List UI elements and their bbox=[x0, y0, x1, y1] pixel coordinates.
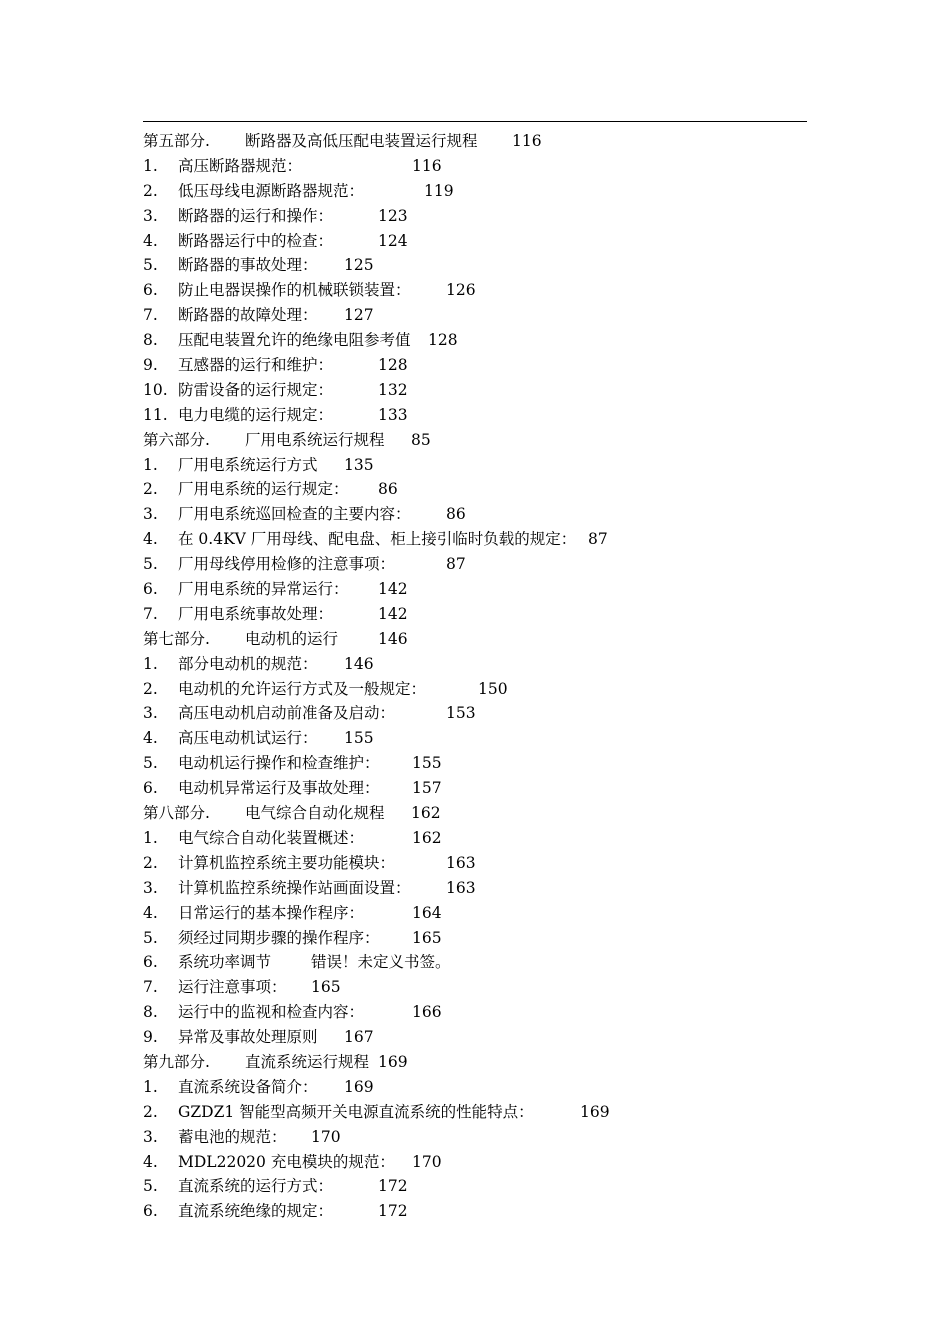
toc-entry[interactable] bbox=[143, 502, 807, 527]
toc-page-number: 155 bbox=[344, 729, 374, 748]
toc-entry[interactable] bbox=[143, 403, 807, 428]
toc-number: 1. bbox=[143, 1077, 158, 1096]
toc-page-number: 135 bbox=[344, 455, 374, 474]
toc-page-number: 155 bbox=[412, 754, 442, 773]
toc-entry[interactable] bbox=[143, 851, 807, 876]
toc-title: GZDZ1 智能型高频开关电源直流系统的性能特点： bbox=[178, 1102, 534, 1121]
toc-number: 7. bbox=[143, 604, 158, 623]
toc-number: 3. bbox=[143, 704, 158, 723]
toc-number: 9. bbox=[143, 1028, 158, 1047]
toc-entry[interactable] bbox=[143, 353, 807, 378]
toc-entry[interactable] bbox=[143, 975, 807, 1000]
toc-page-number: 162 bbox=[411, 804, 441, 823]
toc-number: 4. bbox=[143, 231, 158, 250]
toc-entry[interactable] bbox=[143, 204, 807, 229]
toc-entry[interactable] bbox=[143, 926, 807, 951]
toc-page-number: 153 bbox=[446, 704, 476, 723]
toc-number: 3. bbox=[143, 505, 158, 524]
toc-page-number: 166 bbox=[412, 1003, 442, 1022]
toc-number: 7. bbox=[143, 306, 158, 325]
toc-title: 防止电器误操作的机械联锁装置： bbox=[178, 281, 411, 300]
toc-page-number: 86 bbox=[378, 480, 398, 499]
toc-page-number: 116 bbox=[412, 156, 442, 175]
toc-entry[interactable] bbox=[143, 577, 807, 602]
toc-page-number: 116 bbox=[512, 132, 542, 150]
toc-page-number: 169 bbox=[580, 1102, 610, 1121]
toc-number: 8. bbox=[143, 1003, 158, 1022]
toc-title: 电动机运行操作和检查维护： bbox=[178, 754, 380, 773]
toc-page-number: 172 bbox=[378, 1177, 408, 1196]
toc-entry[interactable] bbox=[143, 751, 807, 776]
toc-entry[interactable] bbox=[143, 602, 807, 627]
toc-page-number: 157 bbox=[412, 779, 442, 798]
toc-number: 2. bbox=[143, 1102, 158, 1121]
toc-entry[interactable] bbox=[143, 328, 807, 353]
toc-title: 厂用母线停用检修的注意事项： bbox=[178, 555, 396, 574]
toc-page-number: 164 bbox=[412, 903, 442, 922]
toc-title: 厂用电系统巡回检查的主要内容： bbox=[178, 505, 411, 524]
toc-entry[interactable] bbox=[143, 1075, 807, 1100]
toc-title: 计算机监控系统主要功能模块： bbox=[178, 853, 396, 872]
toc-title: 异常及事故处理原则 bbox=[178, 1028, 318, 1047]
toc-title: 厂用电系统运行规程 bbox=[245, 430, 385, 449]
table-of-contents bbox=[143, 129, 807, 1224]
toc-title: 电动机的运行 bbox=[245, 629, 339, 648]
toc-number: 5. bbox=[143, 1177, 158, 1196]
toc-title: 断路器的事故处理： bbox=[178, 256, 318, 275]
toc-entry[interactable] bbox=[143, 1150, 807, 1175]
toc-number: 1. bbox=[143, 828, 158, 847]
toc-number: 3. bbox=[143, 1127, 158, 1146]
toc-page-number: 128 bbox=[428, 331, 458, 350]
toc-page-number: 170 bbox=[412, 1152, 442, 1171]
toc-entry[interactable] bbox=[143, 303, 807, 328]
toc-page-number: 错误！未定义书签。 bbox=[311, 953, 451, 972]
toc-number: 4. bbox=[143, 729, 158, 748]
toc-number: 2. bbox=[143, 679, 158, 698]
header-rule bbox=[143, 121, 807, 122]
toc-page-number: 142 bbox=[378, 580, 408, 599]
toc-section[interactable] bbox=[143, 627, 807, 652]
toc-title: 互感器的运行和维护： bbox=[178, 356, 334, 375]
toc-number: 5. bbox=[143, 555, 158, 574]
toc-page-number: 146 bbox=[378, 629, 408, 648]
toc-page-number: 132 bbox=[378, 380, 408, 399]
toc-title: 厂用电系统运行方式 bbox=[178, 455, 318, 474]
toc-entry[interactable] bbox=[143, 229, 807, 254]
toc-page-number: 142 bbox=[378, 604, 408, 623]
toc-section[interactable] bbox=[143, 428, 807, 453]
toc-entry[interactable] bbox=[143, 1199, 807, 1224]
toc-number: 6. bbox=[143, 580, 158, 599]
toc-entry[interactable] bbox=[143, 1025, 807, 1050]
toc-page-number: 128 bbox=[378, 356, 408, 375]
toc-number: 第五部分. bbox=[143, 132, 210, 150]
toc-page-number: 170 bbox=[311, 1127, 341, 1146]
toc-entry[interactable] bbox=[143, 1125, 807, 1150]
toc-number: 2. bbox=[143, 480, 158, 499]
toc-section[interactable] bbox=[143, 801, 807, 826]
toc-entry[interactable] bbox=[143, 154, 807, 179]
toc-title: 厂用电系统的异常运行： bbox=[178, 580, 349, 599]
toc-entry[interactable] bbox=[143, 677, 807, 702]
toc-title: 断路器的运行和操作： bbox=[178, 206, 334, 225]
toc-title: 压配电装置允许的绝缘电阻参考值 bbox=[178, 331, 411, 350]
toc-entry[interactable] bbox=[143, 652, 807, 677]
toc-entry[interactable] bbox=[143, 1000, 807, 1025]
toc-number: 6. bbox=[143, 281, 158, 300]
toc-title: 系统功率调节 bbox=[178, 953, 272, 972]
toc-title: 部分电动机的规范： bbox=[178, 654, 318, 673]
toc-title: 电气综合自动化规程 bbox=[245, 804, 385, 823]
toc-title: 须经过同期步骤的操作程序： bbox=[178, 928, 380, 947]
toc-entry[interactable] bbox=[143, 1100, 807, 1125]
toc-entry[interactable] bbox=[143, 477, 807, 502]
toc-entry[interactable] bbox=[143, 950, 807, 975]
toc-number: 2. bbox=[143, 181, 158, 200]
toc-title: 断路器的故障处理： bbox=[178, 306, 318, 325]
toc-entry[interactable] bbox=[143, 253, 807, 278]
toc-entry[interactable] bbox=[143, 726, 807, 751]
toc-entry[interactable] bbox=[143, 701, 807, 726]
toc-page-number: 127 bbox=[344, 306, 374, 325]
toc-number: 2. bbox=[143, 853, 158, 872]
toc-page-number: 119 bbox=[424, 181, 454, 200]
toc-section[interactable] bbox=[143, 129, 807, 154]
toc-number: 8. bbox=[143, 331, 158, 350]
toc-page-number: 169 bbox=[344, 1077, 374, 1096]
toc-entry[interactable] bbox=[143, 378, 807, 403]
toc-title: 厂用电系统事故处理： bbox=[178, 604, 334, 623]
toc-number: 3. bbox=[143, 206, 158, 225]
toc-entry[interactable] bbox=[143, 876, 807, 901]
toc-page-number: 87 bbox=[588, 530, 608, 549]
toc-title: 低压母线电源断路器规范： bbox=[178, 181, 365, 200]
toc-title: 运行注意事项： bbox=[178, 978, 287, 997]
toc-number: 6. bbox=[143, 953, 158, 972]
toc-entry[interactable] bbox=[143, 527, 807, 552]
toc-number: 1. bbox=[143, 654, 158, 673]
toc-title: MDL22020 充电模块的规范： bbox=[178, 1152, 395, 1171]
toc-title: 电气综合自动化装置概述： bbox=[178, 828, 365, 847]
toc-page-number: 165 bbox=[412, 928, 442, 947]
toc-page-number: 133 bbox=[378, 405, 408, 424]
toc-page-number: 87 bbox=[446, 555, 466, 574]
toc-number: 1. bbox=[143, 156, 158, 175]
toc-entry[interactable] bbox=[143, 552, 807, 577]
toc-page-number: 163 bbox=[446, 878, 476, 897]
toc-page-number: 163 bbox=[446, 853, 476, 872]
toc-page-number: 124 bbox=[378, 231, 408, 250]
toc-title: 在 0.4KV 厂用母线、配电盘、柜上接引临时负载的规定： bbox=[178, 530, 577, 549]
toc-title: 直流系统运行规程 bbox=[245, 1052, 370, 1071]
toc-title: 断路器运行中的检查： bbox=[178, 231, 334, 250]
toc-number: 7. bbox=[143, 978, 158, 997]
toc-title: 断路器及高低压配电装置运行规程 bbox=[245, 132, 478, 150]
toc-page-number: 162 bbox=[412, 828, 442, 847]
toc-entry[interactable] bbox=[143, 1174, 807, 1199]
toc-title: 防雷设备的运行规定： bbox=[178, 380, 334, 399]
toc-title: 蓄电池的规范： bbox=[178, 1127, 287, 1146]
toc-page-number: 86 bbox=[446, 505, 466, 524]
toc-entry[interactable] bbox=[143, 901, 807, 926]
toc-title: 电力电缆的运行规定： bbox=[178, 405, 334, 424]
toc-number: 6. bbox=[143, 1202, 158, 1221]
toc-page-number: 123 bbox=[378, 206, 408, 225]
toc-title: 直流系统绝缘的规定： bbox=[178, 1202, 334, 1221]
toc-page-number: 165 bbox=[311, 978, 341, 997]
toc-number: 1. bbox=[143, 455, 158, 474]
toc-number: 11. bbox=[143, 405, 168, 424]
toc-title: 高压电动机试运行： bbox=[178, 729, 318, 748]
toc-title: 直流系统设备简介： bbox=[178, 1077, 318, 1096]
toc-entry[interactable] bbox=[143, 776, 807, 801]
toc-title: 高压电动机启动前准备及启动： bbox=[178, 704, 396, 723]
toc-number: 3. bbox=[143, 878, 158, 897]
toc-title: 直流系统的运行方式： bbox=[178, 1177, 334, 1196]
toc-number: 5. bbox=[143, 754, 158, 773]
toc-title: 运行中的监视和检查内容： bbox=[178, 1003, 365, 1022]
toc-number: 6. bbox=[143, 779, 158, 798]
toc-entry[interactable] bbox=[143, 179, 807, 204]
toc-number: 第七部分. bbox=[143, 629, 210, 648]
toc-number: 5. bbox=[143, 256, 158, 275]
toc-page-number: 126 bbox=[446, 281, 476, 300]
toc-page-number: 150 bbox=[478, 679, 508, 698]
toc-title: 厂用电系统的运行规定： bbox=[178, 480, 349, 499]
toc-page-number: 85 bbox=[411, 430, 431, 449]
toc-page-number: 169 bbox=[378, 1052, 408, 1071]
toc-page-number: 172 bbox=[378, 1202, 408, 1221]
toc-page-number: 167 bbox=[344, 1028, 374, 1047]
toc-number: 10. bbox=[143, 380, 168, 399]
toc-number: 4. bbox=[143, 903, 158, 922]
toc-number: 第八部分. bbox=[143, 804, 210, 823]
toc-entry[interactable] bbox=[143, 826, 807, 851]
toc-number: 第九部分. bbox=[143, 1052, 210, 1071]
toc-entry[interactable] bbox=[143, 453, 807, 478]
toc-title: 计算机监控系统操作站画面设置： bbox=[178, 878, 411, 897]
toc-number: 4. bbox=[143, 530, 158, 549]
toc-title: 高压断路器规范： bbox=[178, 156, 303, 175]
toc-number: 5. bbox=[143, 928, 158, 947]
toc-page-number: 125 bbox=[344, 256, 374, 275]
toc-title: 电动机异常运行及事故处理： bbox=[178, 779, 380, 798]
toc-page-number: 146 bbox=[344, 654, 374, 673]
toc-entry[interactable] bbox=[143, 278, 807, 303]
toc-number: 第六部分. bbox=[143, 430, 210, 449]
toc-number: 9. bbox=[143, 356, 158, 375]
toc-section[interactable] bbox=[143, 1050, 807, 1075]
toc-title: 电动机的允许运行方式及一般规定： bbox=[178, 679, 427, 698]
toc-number: 4. bbox=[143, 1152, 158, 1171]
toc-title: 日常运行的基本操作程序： bbox=[178, 903, 365, 922]
